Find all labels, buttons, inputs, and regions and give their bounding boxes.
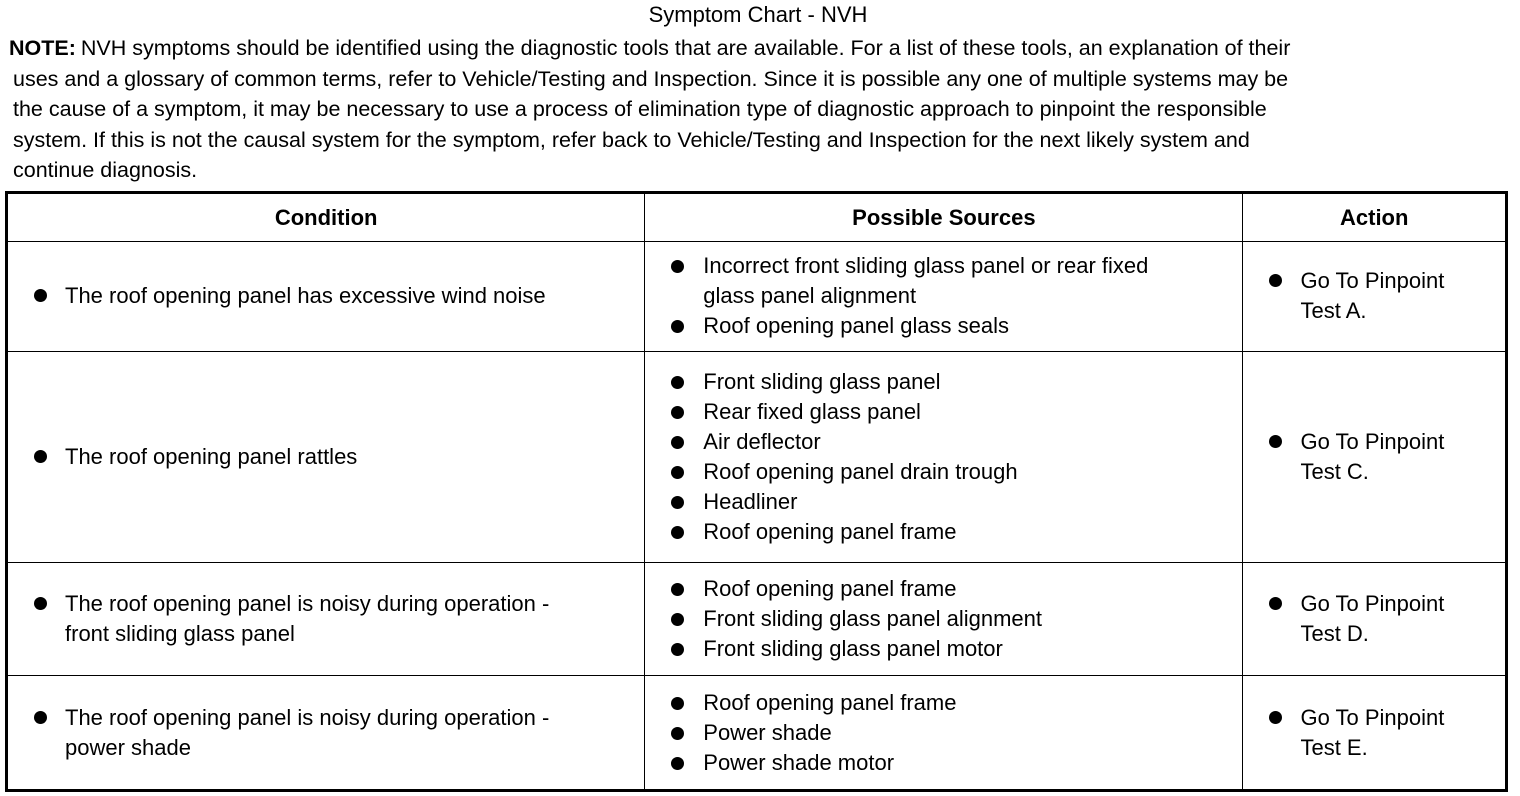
source-item: Roof opening panel frame (645, 574, 1242, 604)
action-line: Go To Pinpoint (1300, 268, 1445, 294)
note-paragraph (9, 33, 1514, 186)
condition-line: front sliding glass panel (65, 621, 295, 647)
action-line: Go To Pinpoint (1300, 428, 1445, 454)
source-item: Power shade motor (645, 748, 1242, 778)
source-item-line: glass panel alignment (703, 283, 917, 309)
source-item (645, 251, 1242, 311)
source-item: Front sliding glass panel (645, 367, 1242, 397)
source-item: Roof opening panel frame (645, 688, 1242, 718)
condition-cell (7, 676, 645, 791)
table-row (7, 242, 1507, 352)
action-cell (1243, 676, 1507, 791)
source-item: Air deflector (645, 427, 1242, 457)
page-title: Symptom Chart - NVH (648, 2, 868, 27)
note-line: continue diagnosis. (13, 158, 198, 182)
condition-cell (7, 351, 645, 562)
source-item: Power shade (645, 718, 1242, 748)
condition-item (8, 703, 644, 763)
action-cell (1243, 562, 1507, 676)
sources-cell (645, 562, 1243, 676)
source-item: Rear fixed glass panel (645, 397, 1242, 427)
condition-item: The roof opening panel has excessive wind noise (8, 281, 644, 311)
action-cell (1243, 351, 1507, 562)
header-action: Action (1243, 193, 1507, 242)
action-item (1243, 703, 1505, 763)
symptom-chart-table (5, 191, 1508, 792)
source-item: Front sliding glass panel motor (645, 634, 1242, 664)
table-header-row (7, 193, 1507, 242)
header-condition: Condition (7, 193, 645, 242)
condition-line: The roof opening panel is noisy during operation - (65, 704, 550, 730)
sources-cell (645, 676, 1243, 791)
table-row (7, 676, 1507, 791)
condition-line: The roof opening panel is noisy during operation - (65, 591, 550, 617)
action-cell (1243, 242, 1507, 352)
note-line: uses and a glossary of common terms, refer to Vehicle/Testing and Inspection. Since it is possible any one of multiple systems may be (13, 66, 1289, 91)
action-line: Test D. (1300, 621, 1369, 647)
source-item: Headliner (645, 487, 1242, 517)
action-line: Go To Pinpoint (1300, 704, 1445, 730)
table-row (7, 562, 1507, 676)
note-label: NOTE: (9, 36, 76, 60)
action-item (1243, 266, 1505, 326)
action-line: Test A. (1300, 298, 1367, 324)
action-line: Go To Pinpoint (1300, 591, 1445, 617)
source-item: Front sliding glass panel alignment (645, 604, 1242, 634)
sources-cell (645, 242, 1243, 352)
condition-cell (7, 242, 645, 352)
condition-item: The roof opening panel rattles (8, 442, 644, 472)
source-item-line: Incorrect front sliding glass panel or rear fixed (703, 253, 1149, 279)
condition-item (8, 589, 644, 649)
note-line: NVH symptoms should be identified using the diagnostic tools that are available. For a list of these tools, an explanation of their (80, 36, 1291, 60)
sources-cell (645, 351, 1243, 562)
action-item (1243, 589, 1505, 649)
source-item: Roof opening panel frame (645, 517, 1242, 547)
action-item (1243, 427, 1505, 487)
action-line: Test C. (1300, 458, 1369, 484)
source-item: Roof opening panel drain trough (645, 457, 1242, 487)
table-row (7, 351, 1507, 562)
condition-cell (7, 562, 645, 676)
note-line: the cause of a symptom, it may be necessary to use a process of elimination type of diagnostic approach to pinpoint the responsible (13, 97, 1267, 121)
action-line: Test E. (1300, 734, 1368, 760)
header-possible-sources: Possible Sources (645, 193, 1243, 242)
condition-line: power shade (65, 734, 191, 760)
note-line: system. If this is not the causal system for the symptom, refer back to Vehicle/Testing and Inspection for the next likely system and (13, 127, 1250, 152)
source-item: Roof opening panel glass seals (645, 311, 1242, 341)
